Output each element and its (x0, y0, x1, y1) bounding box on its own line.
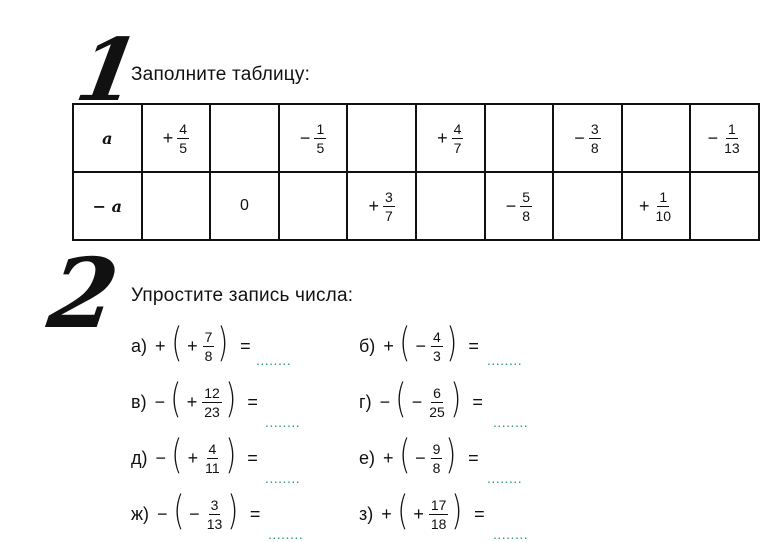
outer-sign: − (157, 503, 168, 524)
inner-sign: + (187, 447, 199, 468)
right-paren: ) (446, 320, 458, 366)
fraction-numerator: 3 (210, 496, 219, 513)
table-cell (347, 104, 416, 172)
sign: − (707, 127, 719, 148)
right-paren: ) (445, 432, 457, 478)
expression-label: з) (359, 503, 374, 524)
fraction-denominator: 11 (205, 459, 220, 476)
expression-7 (131, 488, 261, 536)
signed-fraction (506, 190, 532, 223)
task-number-1: 1 (69, 20, 147, 121)
fraction-denominator: 23 (204, 403, 220, 420)
answer-blank: ........ (265, 470, 301, 486)
table-row-a (73, 104, 759, 172)
fraction-numerator: 3 (385, 188, 393, 205)
expression-3 (131, 376, 258, 424)
left-paren: ( (397, 488, 409, 534)
right-paren: ) (217, 320, 229, 366)
table-cell (622, 172, 691, 240)
inner-sign: + (187, 335, 198, 356)
sign: − (505, 195, 517, 216)
fraction (589, 122, 601, 155)
expression-label: б) (359, 335, 376, 356)
task-number-2: 2 (42, 237, 125, 350)
fraction-numerator: 4 (208, 440, 217, 457)
sign: + (639, 195, 650, 216)
answer-blank: ........ (256, 352, 292, 368)
inner-sign: + (413, 503, 424, 524)
sign: + (162, 127, 174, 148)
left-paren: ( (172, 488, 184, 534)
table-cell (279, 172, 348, 240)
fraction (722, 122, 742, 155)
table-cell (690, 172, 759, 240)
fraction-numerator: 9 (432, 440, 441, 457)
expression-5 (131, 432, 258, 480)
table-cell (142, 172, 211, 240)
right-paren: ) (451, 488, 463, 534)
expression-label: д) (131, 447, 148, 468)
expression-label: в) (131, 391, 147, 412)
equals-sign: = (472, 391, 483, 412)
table-cell (553, 104, 622, 172)
table-cell (210, 104, 279, 172)
fraction (520, 190, 532, 223)
right-paren: ) (225, 376, 237, 422)
signed-fraction (437, 122, 463, 155)
expression-1 (131, 320, 251, 368)
fraction (427, 386, 447, 419)
fraction-numerator: 1 (659, 188, 668, 205)
expression-8 (359, 488, 485, 536)
fraction (383, 190, 395, 223)
left-paren: ( (398, 432, 410, 478)
inner-sign: − (411, 391, 423, 412)
answer-blank: ........ (487, 470, 523, 486)
fraction-numerator: 4 (453, 120, 462, 137)
fraction (177, 122, 189, 155)
fraction-denominator: 13 (206, 515, 223, 532)
table-cell (553, 172, 622, 240)
inner-sign: + (186, 391, 198, 412)
answer-blank: ........ (265, 414, 301, 430)
inner-sign: − (415, 335, 426, 356)
fraction-numerator: 17 (430, 496, 447, 513)
fraction (431, 442, 443, 475)
left-paren: ( (395, 376, 407, 422)
right-paren: ) (225, 432, 236, 478)
left-paren: ( (171, 432, 183, 478)
row-label-a: a (73, 104, 142, 172)
signed-fraction (639, 190, 673, 223)
table-cell (279, 104, 348, 172)
fraction-numerator: 4 (432, 328, 441, 345)
inner-sign: − (415, 447, 426, 468)
table-cell (690, 104, 759, 172)
fraction (203, 330, 215, 363)
expression-2 (359, 320, 479, 368)
fraction-denominator: 7 (453, 139, 462, 156)
table-cell (142, 104, 211, 172)
fraction-numerator: 1 (728, 120, 736, 137)
signed-fraction (369, 190, 395, 223)
signed-fraction (708, 122, 742, 155)
fraction-denominator: 3 (432, 347, 441, 364)
fraction (431, 330, 443, 363)
expression-label: г) (359, 391, 372, 412)
sign: + (368, 195, 380, 216)
sign: − (574, 127, 585, 148)
fraction-denominator: 10 (655, 207, 672, 224)
fraction-numerator: 5 (522, 188, 531, 205)
table-cell (485, 172, 554, 240)
answer-blank: ........ (268, 526, 304, 542)
fraction-denominator: 5 (179, 139, 188, 156)
signed-fraction (300, 122, 326, 155)
equals-sign: = (249, 503, 261, 524)
left-paren: ( (170, 376, 182, 422)
expression-4 (359, 376, 483, 424)
equals-sign: = (247, 391, 258, 412)
row-label-neg-a: − a (73, 172, 142, 240)
table-cell (485, 104, 554, 172)
equals-sign: = (240, 335, 251, 356)
equals-sign: = (468, 335, 479, 356)
signed-fraction (574, 122, 600, 155)
fraction-numerator: 4 (179, 120, 188, 137)
right-paren: ) (227, 488, 239, 534)
table-cell (622, 104, 691, 172)
fraction-denominator: 8 (522, 207, 531, 224)
table-cell (210, 172, 279, 240)
task-1-title: Заполните таблицу: (131, 64, 311, 85)
equals-sign: = (247, 447, 258, 468)
fraction-denominator: 8 (204, 347, 213, 364)
values-table (72, 103, 760, 241)
fraction-numerator: 7 (204, 328, 213, 345)
fraction (202, 386, 222, 419)
sign: + (437, 127, 448, 148)
fraction (452, 122, 464, 155)
outer-sign: + (155, 335, 166, 356)
expression-6 (359, 432, 479, 480)
fraction (429, 498, 449, 531)
fraction-denominator: 13 (724, 139, 740, 156)
signed-fraction (163, 122, 189, 155)
inner-sign: − (189, 503, 200, 524)
fraction-denominator: 5 (316, 139, 325, 156)
equals-sign: = (474, 503, 485, 524)
fraction-numerator: 12 (204, 384, 220, 401)
fraction-denominator: 8 (432, 459, 441, 476)
fraction-numerator: 6 (433, 384, 441, 401)
table-cell (347, 172, 416, 240)
equals-sign: = (468, 447, 479, 468)
expression-label: а) (131, 335, 148, 356)
answer-blank: ........ (493, 526, 529, 542)
fraction-denominator: 25 (429, 403, 445, 420)
fraction (203, 442, 222, 475)
expression-label: е) (359, 447, 376, 468)
fraction (654, 190, 674, 223)
fraction-numerator: 1 (316, 120, 325, 137)
cell-value: 0 (240, 197, 249, 214)
fraction-denominator: 8 (590, 139, 599, 156)
outer-sign: + (383, 447, 394, 468)
task-2-title: Упростите запись числа: (131, 285, 354, 306)
left-paren: ( (170, 320, 182, 366)
outer-sign: + (381, 503, 392, 524)
answer-blank: ........ (487, 352, 523, 368)
right-paren: ) (450, 376, 462, 422)
sign: − (299, 127, 311, 148)
outer-sign: − (154, 391, 166, 412)
outer-sign: − (379, 391, 391, 412)
table-cell (416, 172, 485, 240)
table-row-neg-a (73, 172, 759, 240)
fraction-numerator: 3 (590, 120, 599, 137)
table-cell (416, 104, 485, 172)
fraction (314, 122, 326, 155)
outer-sign: − (155, 447, 167, 468)
fraction-denominator: 18 (430, 515, 447, 532)
outer-sign: + (383, 335, 394, 356)
left-paren: ( (399, 320, 411, 366)
fraction (205, 498, 225, 531)
fraction-denominator: 7 (385, 207, 393, 224)
answer-blank: ........ (493, 414, 529, 430)
expression-label: ж) (131, 503, 150, 524)
